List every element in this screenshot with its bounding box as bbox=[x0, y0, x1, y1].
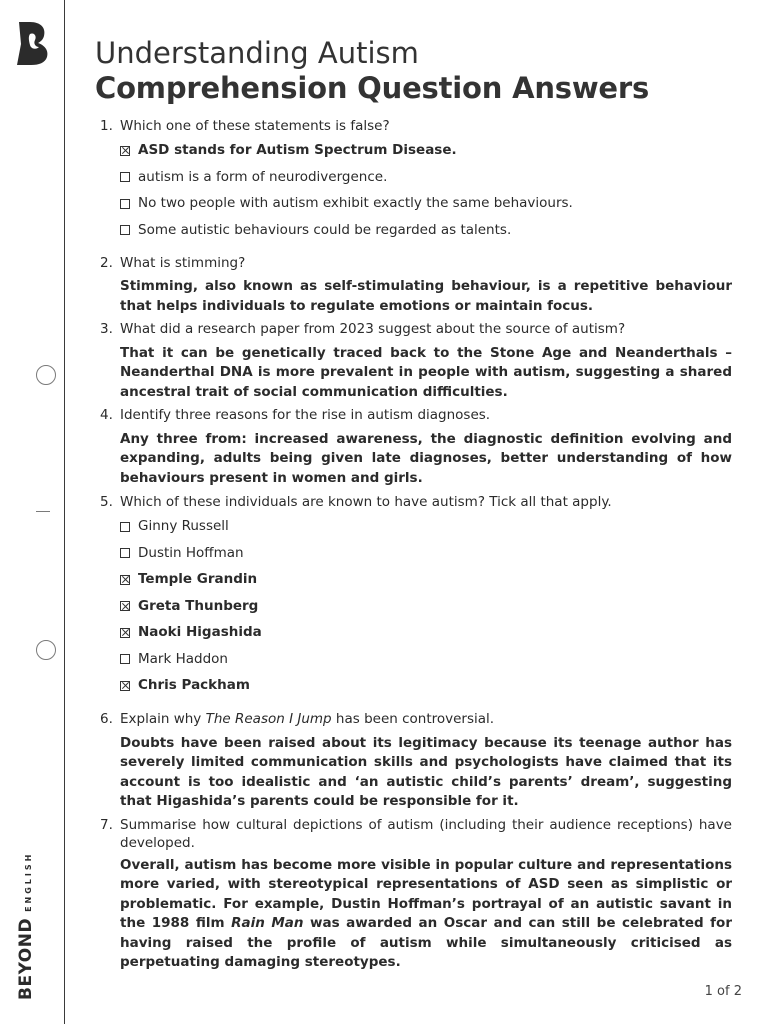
answer-text-part: Overall, autism has become more visible in popular culture and representations more varied, with stereotypical representations of ASD seen as simplistic or problematic. For example, Dustin Hoffman’s portrayal of an autistic savant in the 1988 film bbox=[120, 856, 732, 931]
question-1 bbox=[96, 117, 732, 137]
checked-box-icon bbox=[120, 601, 130, 611]
option-1-2[interactable] bbox=[120, 164, 732, 191]
question-number: 3. bbox=[100, 321, 113, 337]
brand-name: BEYOND bbox=[16, 917, 36, 1000]
option-label: ASD stands for Autism Spectrum Disease. bbox=[138, 142, 457, 158]
beyond-logo-icon bbox=[16, 20, 50, 66]
question-text: Summarise how cultural depictions of autism (including their audience receptions) have developed. bbox=[120, 816, 732, 851]
option-1-3[interactable] bbox=[120, 191, 732, 218]
option-label: autism is a form of neurodivergence. bbox=[138, 168, 388, 185]
question-number: 6. bbox=[100, 711, 113, 727]
option-label: Ginny Russell bbox=[138, 518, 229, 534]
checkbox-icon bbox=[120, 548, 130, 558]
option-label: Mark Haddon bbox=[138, 650, 228, 667]
option-5-1[interactable] bbox=[120, 514, 732, 541]
checked-box-icon bbox=[120, 146, 130, 156]
question-6 bbox=[96, 710, 732, 730]
option-label: Chris Packham bbox=[138, 677, 250, 693]
page-title: Understanding Autism bbox=[95, 36, 419, 70]
answer-6: Doubts have been raised about its legitimacy because its teenage author has severely limited communication skills and psychologists have claimed that its account is too idealistic and ‘an autistic child’s parents’ dream’, suggesting that Higashida’s parents could be responsible for it. bbox=[120, 734, 732, 809]
question-5 bbox=[96, 493, 732, 513]
question-text bbox=[120, 710, 732, 730]
checkbox-icon bbox=[120, 522, 130, 532]
page-number: 1 of 2 bbox=[704, 984, 742, 999]
option-5-4[interactable] bbox=[120, 593, 732, 620]
option-label: Greta Thunberg bbox=[138, 597, 259, 614]
answer-4: Any three from: increased awareness, the diagnostic definition evolving and expanding, adults being given late diagnoses, better understanding of how behaviours present in women and girls. bbox=[120, 430, 732, 486]
checked-box-icon bbox=[120, 575, 130, 585]
option-label: Some autistic behaviours could be regarded as talents. bbox=[138, 221, 512, 238]
question-4 bbox=[96, 406, 732, 426]
question-text: What is stimming? bbox=[120, 254, 246, 271]
checkbox-icon bbox=[120, 172, 130, 182]
question-number: 2. bbox=[100, 254, 113, 271]
question-number: 7. bbox=[100, 816, 113, 833]
question-text: Which one of these statements is false? bbox=[120, 118, 390, 134]
question-3 bbox=[96, 320, 732, 340]
option-1-1[interactable] bbox=[120, 138, 732, 165]
fold-mark bbox=[36, 511, 50, 512]
option-1-4[interactable] bbox=[120, 217, 732, 244]
question-text: What did a research paper from 2023 suggest about the source of autism? bbox=[120, 321, 626, 337]
book-title: The Reason I Jump bbox=[205, 711, 332, 727]
question-number: 1. bbox=[100, 118, 113, 134]
checkbox-icon bbox=[120, 225, 130, 235]
punch-hole-bottom bbox=[36, 640, 56, 660]
option-5-7[interactable] bbox=[120, 673, 732, 700]
checkbox-icon bbox=[120, 654, 130, 664]
answer-text-part: was awarded an Oscar and can still be celebrated for having raised the profile of autism while simultaneously criticised as perpetuating damaging stereotypes. bbox=[120, 915, 732, 970]
option-5-5[interactable] bbox=[120, 620, 732, 647]
option-5-6[interactable] bbox=[120, 646, 732, 673]
brand-sub: ENGLISH bbox=[24, 851, 33, 912]
option-label: Dustin Hoffman bbox=[138, 544, 244, 561]
option-5-3[interactable] bbox=[120, 567, 732, 594]
left-margin-sidebar bbox=[0, 0, 65, 1024]
answer-2: Stimming, also known as self-stimulating behaviour, is a repetitive behaviour that helps individuals to regulate emotions or maintain focus. bbox=[120, 278, 732, 314]
option-label: Temple Grandin bbox=[138, 571, 258, 587]
option-label: Naoki Higashida bbox=[138, 624, 262, 640]
film-title: Rain Man bbox=[231, 915, 304, 931]
page-subtitle: Comprehension Question Answers bbox=[95, 71, 650, 105]
question-text-part: has been controversial. bbox=[331, 711, 495, 727]
question-text-part: Explain why bbox=[120, 711, 206, 727]
checkbox-icon bbox=[120, 199, 130, 209]
checked-box-icon bbox=[120, 681, 130, 691]
brand-wordmark bbox=[16, 840, 46, 1000]
option-label: No two people with autism exhibit exactly the same behaviours. bbox=[138, 195, 573, 211]
question-2 bbox=[96, 254, 732, 274]
question-number: 4. bbox=[100, 407, 113, 423]
answer-7 bbox=[120, 856, 732, 973]
question-7 bbox=[96, 816, 732, 852]
question-text: Identify three reasons for the rise in autism diagnoses. bbox=[120, 407, 491, 423]
punch-hole-top bbox=[36, 365, 56, 385]
answer-3: That it can be genetically traced back to the Stone Age and Neanderthals – Neanderthal DNA is more prevalent in people with autism, suggesting a shared ancestral trait of social communication difficulties. bbox=[120, 344, 732, 400]
questions-list bbox=[96, 117, 732, 973]
option-5-2[interactable] bbox=[120, 540, 732, 567]
question-number: 5. bbox=[100, 494, 113, 510]
question-text: Which of these individuals are known to have autism? Tick all that apply. bbox=[120, 494, 612, 510]
checked-box-icon bbox=[120, 628, 130, 638]
